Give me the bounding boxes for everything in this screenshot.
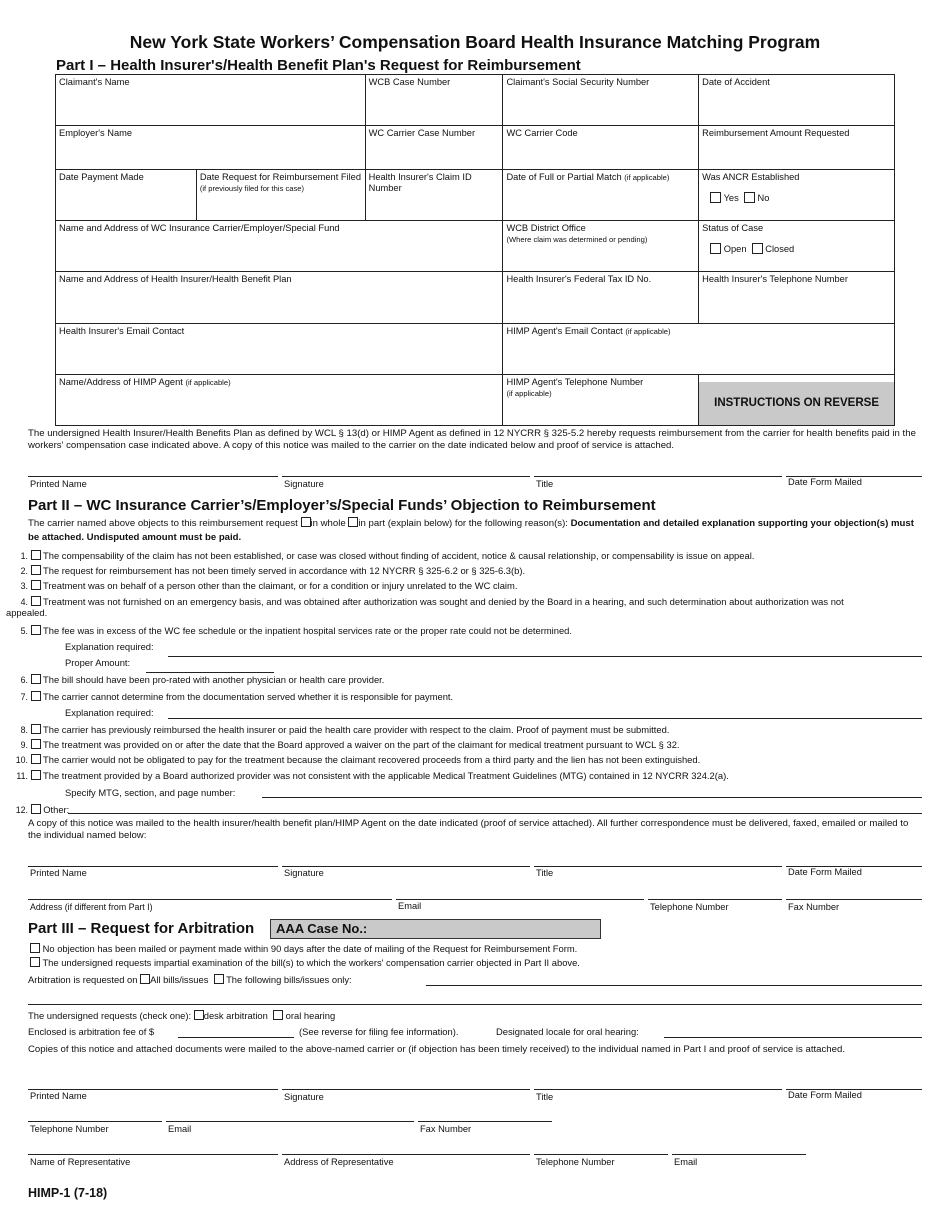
objection-item-11: 11. The treatment provided by a Board authorized provider was not consistent with the applicable Medical Treatment Guidelines (MTG) contained in 12 NYCRR 324.2(a).: [16, 770, 729, 781]
following-bills-input-2[interactable]: [28, 1004, 922, 1005]
carrier-name-address-field[interactable]: Name and Address of WC Insurance Carrier/Employer/Special Fund: [56, 221, 503, 272]
objection-item-7: 7. The carrier cannot determine from the documentation served whether it is responsible for payment.: [20, 691, 454, 702]
fee-amount-input[interactable]: [178, 1037, 294, 1038]
p1-date-form-mailed: Date Form Mailed: [788, 477, 862, 487]
p2-address: Address (if different from Part I): [30, 902, 153, 912]
part2-intro: The carrier named above objects to this reimbursement request in whole in part (explain below) for the following reason(s): Documentation and detailed explanation supporting your objection(s) must be attached. Undisputed amount must be paid.: [28, 518, 914, 543]
himp-agent-phone-field[interactable]: HIMP Agent's Telephone Number (if applicable): [503, 375, 699, 426]
objection-5-checkbox[interactable]: [31, 625, 41, 635]
p3-rep-name: Name of Representative: [30, 1157, 131, 1167]
objection-4-checkbox[interactable]: [31, 596, 41, 606]
objection-item-8: 8. The carrier has previously reimbursed the health insurer or paid the health care provider with respect to the claim. Proof of payment must be submitted.: [20, 724, 670, 735]
objection-8-checkbox[interactable]: [31, 724, 41, 734]
insurer-tax-id-field[interactable]: Health Insurer's Federal Tax ID No.: [503, 272, 699, 324]
himp-agent-email-field[interactable]: HIMP Agent's Email Contact (if applicable): [503, 324, 895, 375]
objection-item-6: 6. The bill should have been pro-rated with another physician or health care provider.: [20, 674, 385, 685]
p3-signature: Signature: [284, 1092, 324, 1102]
p2-date-form-mailed: Date Form Mailed: [788, 867, 862, 877]
in-part-checkbox[interactable]: [348, 517, 358, 527]
form-id: HIMP-1 (7-18): [28, 1186, 108, 1200]
designated-locale-label: Designated locale for oral hearing:: [496, 1026, 639, 1037]
insurer-phone-field[interactable]: Health Insurer's Telephone Number: [699, 272, 895, 324]
objection-3-checkbox[interactable]: [31, 580, 41, 590]
part1-grid: [55, 74, 895, 426]
item7-explanation-input[interactable]: [168, 718, 922, 719]
desk-arbitration-checkbox[interactable]: [194, 1010, 204, 1020]
date-request-filed-field[interactable]: Date Request for Reimbursement Filed (if previously filed for this case): [196, 170, 365, 221]
part3-opt1: No objection has been mailed or payment made within 90 days after the date of mailing of the Request for Reimbursement Form.: [30, 943, 577, 954]
aaa-case-box: AAA Case No.:: [270, 919, 601, 939]
wc-carrier-code-field[interactable]: WC Carrier Code: [503, 126, 699, 170]
form-title: New York State Workers’ Compensation Board Health Insurance Matching Program: [129, 32, 821, 52]
item5-explanation-input[interactable]: [168, 656, 922, 657]
himp-agent-name-address-field[interactable]: Name/Address of HIMP Agent (if applicable): [56, 375, 503, 426]
wc-carrier-case-number-field[interactable]: WC Carrier Case Number: [365, 126, 503, 170]
objection-6-checkbox[interactable]: [31, 674, 41, 684]
objection-10-checkbox[interactable]: [31, 754, 41, 764]
impartial-exam-checkbox[interactable]: [30, 957, 40, 967]
enclosed-fee-label: Enclosed is arbitration fee of $: [28, 1026, 155, 1037]
p3-date-form-mailed: Date Form Mailed: [788, 1090, 862, 1100]
arbitration-request-row: Arbitration is requested on All bills/issues The following bills/issues only:: [28, 974, 352, 985]
claimant-name-field[interactable]: Claimant's Name: [56, 75, 366, 126]
instructions-on-reverse: INSTRUCTIONS ON REVERSE: [699, 382, 894, 425]
date-of-accident-field[interactable]: Date of Accident: [699, 75, 895, 126]
p3-rep-email: Email: [674, 1157, 698, 1167]
reimbursement-amount-field[interactable]: Reimbursement Amount Requested: [699, 126, 895, 170]
objection-12-checkbox[interactable]: [31, 804, 41, 814]
p3-rep-telephone: Telephone Number: [536, 1157, 615, 1167]
p3-fax: Fax Number: [420, 1124, 472, 1134]
ancr-yes-checkbox[interactable]: [710, 192, 721, 203]
objection-item-5: 5. The fee was in excess of the WC fee schedule or the inpatient hospital services rate or the proper rate could not be determined.: [20, 625, 572, 636]
objection-11-checkbox[interactable]: [31, 770, 41, 780]
part1-heading: Part I – Health Insurer's/Health Benefit Plan's Request for Reimbursement: [56, 57, 581, 74]
item11-specify-label: Specify MTG, section, and page number:: [65, 787, 236, 798]
objection-item-12: 12. Other:: [15, 804, 70, 815]
objection-item-10: 10. The carrier would not be obligated to pay for the treatment because the claimant recovered proceeds from a third party and the lien has not been extinguished.: [15, 754, 701, 765]
p2-printed-name: Printed Name: [30, 868, 87, 878]
wcb-case-number-field[interactable]: WCB Case Number: [365, 75, 503, 126]
date-match-field[interactable]: Date of Full or Partial Match (if applicable): [503, 170, 699, 221]
item5-proper-amount-label: Proper Amount:: [65, 657, 131, 668]
objection-7-checkbox[interactable]: [31, 691, 41, 701]
item11-specify-input[interactable]: [262, 797, 922, 798]
item12-other-input[interactable]: [68, 813, 922, 814]
following-bills-input[interactable]: [426, 985, 922, 986]
objection-9-checkbox[interactable]: [31, 739, 41, 749]
status-open-checkbox[interactable]: [710, 243, 721, 254]
p3-printed-name: Printed Name: [30, 1091, 87, 1101]
objection-item-2: 2. The request for reimbursement has not been timely served in accordance with 12 NYCRR § 325-6.2 or § 325-6.3(b).: [20, 565, 526, 576]
p2-fax: Fax Number: [788, 902, 840, 912]
oral-hearing-checkbox[interactable]: [273, 1010, 283, 1020]
objection-2-checkbox[interactable]: [31, 565, 41, 575]
date-payment-made-field[interactable]: Date Payment Made: [56, 170, 197, 221]
in-whole-checkbox[interactable]: [301, 517, 311, 527]
p3-email: Email: [168, 1124, 192, 1134]
objection-item-4: 4. Treatment was not furnished on an emergency basis, and was obtained after authorization was sought and denied by the Board in a hearing, and such determination about authorization was not appealed.: [6, 596, 844, 618]
item7-explanation-label: Explanation required:: [65, 707, 154, 718]
insurer-claim-id-field[interactable]: Health Insurer's Claim ID Number: [365, 170, 503, 221]
item5-explanation-label: Explanation required:: [65, 641, 154, 652]
objection-item-9: 9. The treatment was provided on or after the date that the Board approved a waiver on the part of the claimant for medical treatment pursuant to WCL § 32.: [20, 739, 680, 750]
following-bills-checkbox[interactable]: [214, 974, 224, 984]
p1-signature: Signature: [284, 479, 324, 489]
insurer-email-field[interactable]: Health Insurer's Email Contact: [56, 324, 503, 375]
part2-copy-notice: A copy of this notice was mailed to the health insurer/health benefit plan/HIMP Agent on the date indicated (proof of service attached). All further correspondence must be delivered, faxed, emailed or mailed to the individual named below:: [28, 818, 909, 841]
p3-telephone: Telephone Number: [30, 1124, 109, 1134]
objection-item-3: 3. Treatment was on behalf of a person other than the claimant, or for a condition or injury unrelated to the WC claim.: [20, 580, 518, 591]
p2-telephone: Telephone Number: [650, 902, 729, 912]
p1-title: Title: [536, 479, 554, 489]
status-closed-checkbox[interactable]: [752, 243, 763, 254]
claimant-ssn-field[interactable]: Claimant's Social Security Number: [503, 75, 699, 126]
p2-signature: Signature: [284, 868, 324, 878]
objection-1-checkbox[interactable]: [31, 550, 41, 560]
part3-opt2: The undersigned requests impartial examination of the bill(s) to which the workers' compensation carrier objected in Part II above.: [30, 957, 580, 968]
p2-title: Title: [536, 868, 554, 878]
part3-copies-notice: Copies of this notice and attached documents were mailed to the above-named carrier or (if objection has been timely received) to the individual named in Part I and proof of service is attached.: [28, 1044, 845, 1055]
p3-rep-address: Address of Representative: [284, 1157, 394, 1167]
status-of-case-field: Status of Case Open Closed: [699, 221, 895, 272]
p2-email: Email: [398, 901, 422, 911]
no-objection-checkbox[interactable]: [30, 943, 40, 953]
all-bills-checkbox[interactable]: [140, 974, 150, 984]
part2-heading: Part II – WC Insurance Carrier’s/Employer’s/Special Funds’ Objection to Reimbursement: [28, 497, 656, 514]
ancr-established-field: Was ANCR Established Yes No: [699, 170, 895, 221]
instructions-cell: [699, 375, 895, 426]
see-reverse-note: (See reverse for filing fee information).: [299, 1026, 459, 1037]
item5-proper-amount-input[interactable]: [146, 672, 274, 673]
objection-item-1: 1. The compensability of the claim has not been established, or case was closed without finding of accident, notice & causal relationship, or compensability is issue on appeal.: [20, 550, 755, 561]
wcb-district-office-field[interactable]: WCB District Office (Where claim was determined or pending): [503, 221, 699, 272]
employer-name-field[interactable]: Employer's Name: [56, 126, 366, 170]
undersigned-requests-row: The undersigned requests (check one): desk arbitration oral hearing: [28, 1010, 336, 1021]
designated-locale-input[interactable]: [664, 1037, 922, 1038]
part3-heading: Part III – Request for Arbitration: [28, 920, 255, 937]
insurer-name-address-field[interactable]: Name and Address of Health Insurer/Health Benefit Plan: [56, 272, 503, 324]
p3-title: Title: [536, 1092, 554, 1102]
part1-statement: The undersigned Health Insurer/Health Benefits Plan as defined by WCL § 13(d) or HIMP Agent as defined in 12 NYCRR § 325-5.2 hereby requests reimbursement from the carrier for health benefits paid in the workers' compensation case indicated above. A copy of this notice was mailed to the carrier on the date indicated below and proof of service is attached.: [28, 428, 916, 451]
ancr-no-checkbox[interactable]: [744, 192, 755, 203]
p1-printed-name: Printed Name: [30, 479, 87, 489]
